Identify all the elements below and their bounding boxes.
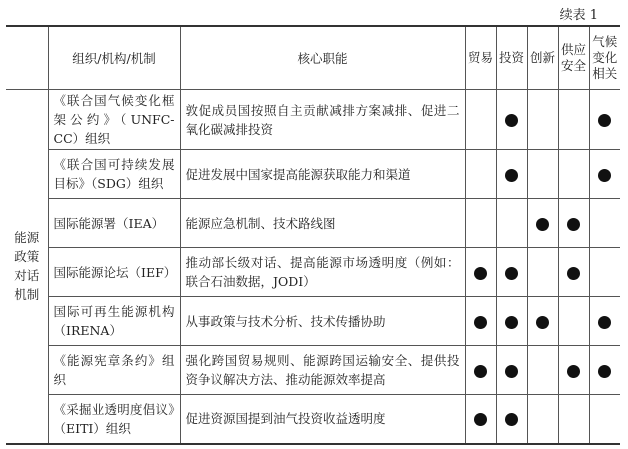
mark-cell [589, 150, 620, 199]
filled-dot-icon [474, 267, 487, 280]
filled-dot-icon [474, 365, 487, 378]
mark-cell [589, 248, 620, 297]
organization-cell: 国际能源论坛（IEF） [48, 248, 180, 297]
table-row [6, 248, 620, 297]
mark-cell [496, 395, 527, 444]
mark-cell [527, 346, 558, 395]
mark-cell [558, 248, 589, 297]
table-row [6, 199, 620, 248]
header-innovation: 创新 [527, 26, 558, 90]
filled-dot-icon [598, 114, 611, 127]
mark-cell [496, 150, 527, 199]
mark-cell [589, 90, 620, 150]
mark-cell [496, 248, 527, 297]
mark-cell [496, 90, 527, 150]
mark-cell [465, 248, 496, 297]
mark-cell [527, 248, 558, 297]
mark-cell [589, 297, 620, 346]
mark-cell [465, 150, 496, 199]
mark-cell [527, 297, 558, 346]
header-row [6, 26, 620, 90]
mark-cell [527, 90, 558, 150]
header-blank [6, 26, 48, 90]
mark-cell [465, 90, 496, 150]
header-climate: 气候变化相关 [589, 26, 620, 90]
filled-dot-icon [598, 169, 611, 182]
mark-cell [558, 395, 589, 444]
mark-cell [496, 346, 527, 395]
table-row [6, 395, 620, 444]
function-cell: 从事政策与技术分析、技术传播协助 [180, 297, 465, 346]
table-row [6, 297, 620, 346]
filled-dot-icon [567, 365, 580, 378]
mark-cell [465, 297, 496, 346]
mark-cell [496, 297, 527, 346]
function-cell: 强化跨国贸易规则、能源跨国运输安全、提供投资争议解决方法、推动能源效率提高 [180, 346, 465, 395]
mark-cell [465, 346, 496, 395]
filled-dot-icon [505, 413, 518, 426]
energy-governance-table [6, 25, 620, 445]
mark-cell [558, 90, 589, 150]
filled-dot-icon [505, 316, 518, 329]
mark-cell [589, 346, 620, 395]
filled-dot-icon [505, 365, 518, 378]
header-trade: 贸易 [465, 26, 496, 90]
mark-cell [558, 297, 589, 346]
organization-cell: 《联合国气候变化框架公约》（UNFC-CC）组织 [48, 90, 180, 150]
filled-dot-icon [505, 267, 518, 280]
header-supply-security: 供应安全 [558, 26, 589, 90]
header-investment: 投资 [496, 26, 527, 90]
organization-cell: 国际可再生能源机构（IRENA） [48, 297, 180, 346]
table-row [6, 346, 620, 395]
mark-cell [558, 150, 589, 199]
table-row [6, 90, 620, 150]
filled-dot-icon [567, 267, 580, 280]
table-row [6, 150, 620, 199]
mark-cell [527, 150, 558, 199]
organization-cell: 《采掘业透明度倡议》（EITI）组织 [48, 395, 180, 444]
filled-dot-icon [505, 169, 518, 182]
table-caption: 续表 1 [559, 8, 598, 23]
mark-cell [496, 199, 527, 248]
mark-cell [558, 199, 589, 248]
filled-dot-icon [567, 218, 580, 231]
organization-cell: 《能源宪章条约》组织 [48, 346, 180, 395]
mark-cell [558, 346, 589, 395]
filled-dot-icon [598, 365, 611, 378]
mark-cell [589, 395, 620, 444]
mark-cell [527, 395, 558, 444]
function-cell: 能源应急机制、技术路线图 [180, 199, 465, 248]
mark-cell [465, 199, 496, 248]
function-cell: 敦促成员国按照自主贡献减排方案减排、促进二氧化碳减排投资 [180, 90, 465, 150]
header-function: 核心职能 [180, 26, 465, 90]
filled-dot-icon [598, 316, 611, 329]
function-cell: 促进资源国提到油气投资收益透明度 [180, 395, 465, 444]
function-cell: 推动部长级对话、提高能源市场透明度（例如：联合石油数据，JODI） [180, 248, 465, 297]
mark-cell [465, 395, 496, 444]
filled-dot-icon [474, 316, 487, 329]
header-organization: 组织/机构/机制 [48, 26, 180, 90]
mark-cell [527, 199, 558, 248]
group-label: 能源政策对话机制 [6, 90, 48, 444]
mark-cell [589, 199, 620, 248]
organization-cell: 《联合国可持续发展目标》（SDG）组织 [48, 150, 180, 199]
filled-dot-icon [536, 218, 549, 231]
filled-dot-icon [474, 413, 487, 426]
function-cell: 促进发展中国家提高能源获取能力和渠道 [180, 150, 465, 199]
organization-cell: 国际能源署（IEA） [48, 199, 180, 248]
filled-dot-icon [536, 316, 549, 329]
filled-dot-icon [505, 114, 518, 127]
